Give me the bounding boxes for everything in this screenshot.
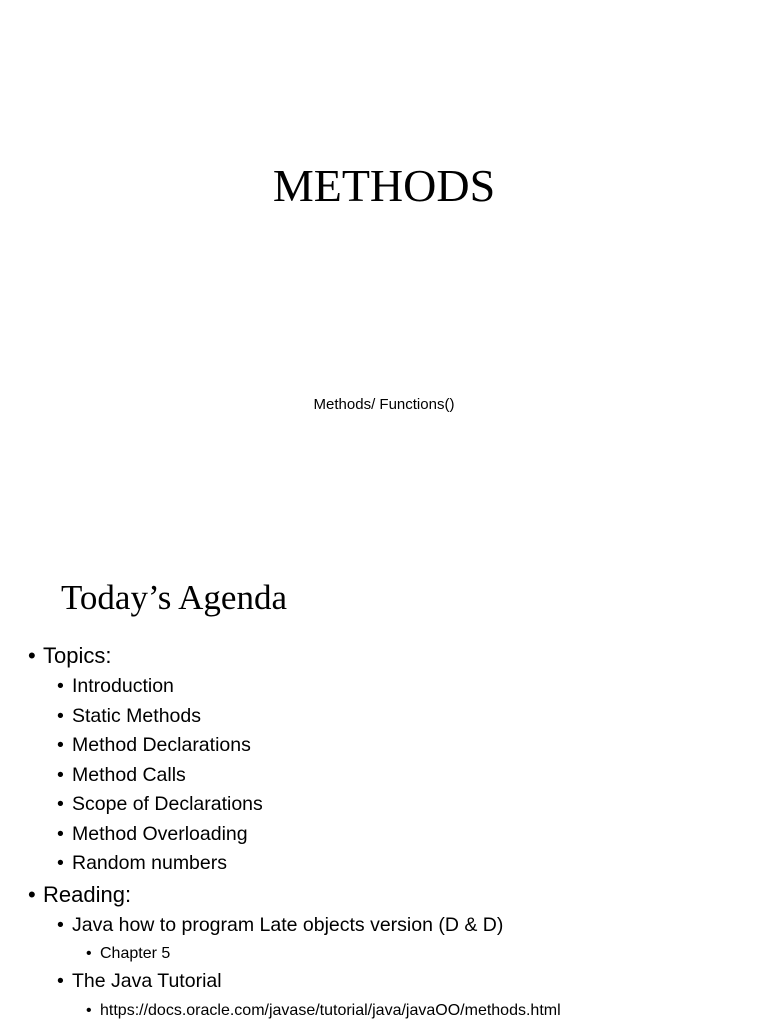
reading-item: • The Java Tutorial <box>0 967 768 997</box>
agenda-title: Today’s Agenda <box>61 578 287 617</box>
agenda-list <box>0 640 768 1024</box>
slide-subtitle: Methods/ Functions() <box>313 396 455 413</box>
reading-heading: • Reading: <box>0 879 768 911</box>
topics-heading: • Topics: <box>0 640 768 672</box>
topic-item: • Method Overloading <box>0 820 768 850</box>
topic-item: • Static Methods <box>0 702 768 732</box>
topic-item: • Introduction <box>0 672 768 702</box>
slide-title: METHODS <box>272 160 496 211</box>
reading-item: • Java how to program Late objects version (D & D) <box>0 911 768 941</box>
topic-item: • Method Calls <box>0 761 768 791</box>
reading-subitem: • Chapter 5 <box>0 940 768 967</box>
topic-item: • Random numbers <box>0 849 768 879</box>
reading-link[interactable]: • https://docs.oracle.com/javase/tutorial/java/javaOO/methods.html <box>0 997 768 1024</box>
topic-item: • Method Declarations <box>0 731 768 761</box>
agenda-slide <box>0 560 768 1024</box>
topic-item: • Scope of Declarations <box>0 790 768 820</box>
